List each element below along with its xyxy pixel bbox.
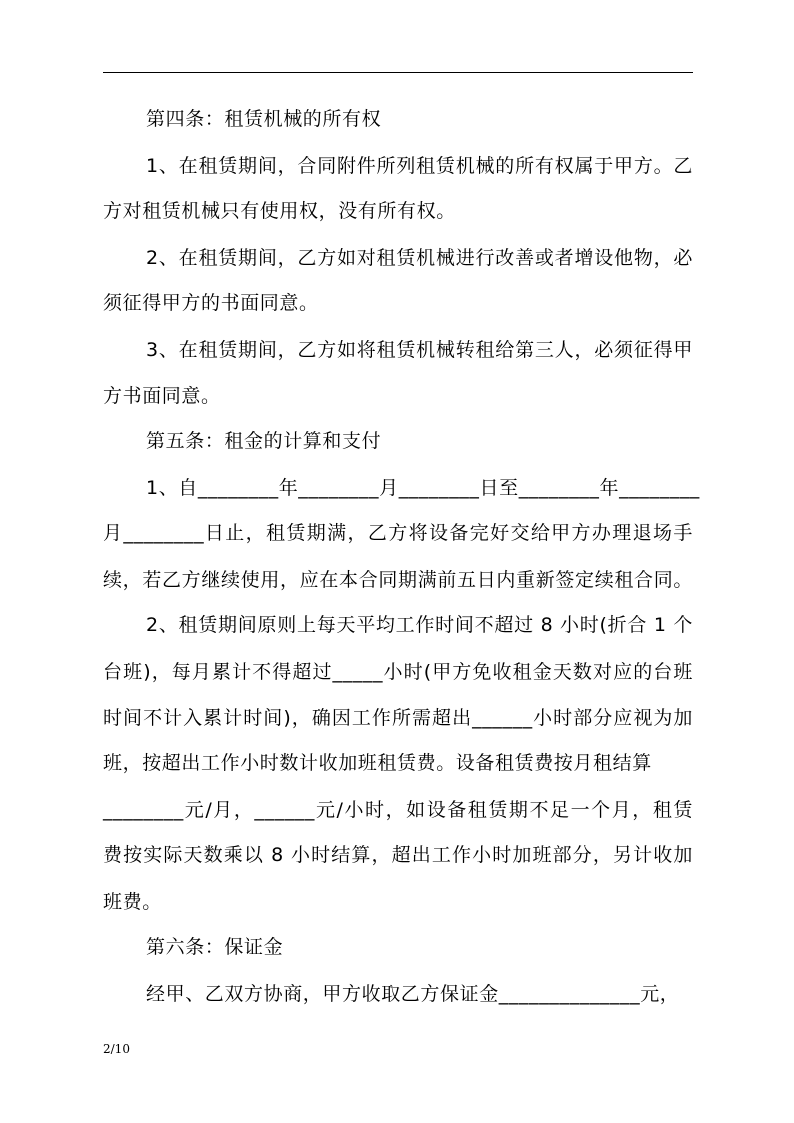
paragraph-line: 3、在租赁期间，乙方如将租赁机械转租给第三人，必须征得甲 [146,339,693,361]
paragraph-line: 台班)，每月累计不得超过_____小时(甲方免收租金天数对应的台班 [103,661,693,683]
paragraph-line: 时间不计入累计时间)，确因工作所需超出______小时部分应视为加 [103,707,693,729]
paragraph-line: 班，按超出工作小时数计收加班租赁费。设备租赁费按月租结算 [103,752,652,774]
header-rule [103,72,693,73]
paragraph-line: ________元/月，______元/小时，如设备租赁期不足一个月，租赁 [103,799,693,821]
paragraph-line: 1、自________年________月________日至________年________ [146,477,700,499]
paragraph-line: 2、在租赁期间，乙方如对租赁机械进行改善或者增设他物，必 [146,247,693,269]
paragraph-line: 月________日止，租赁期满，乙方将设备完好交给甲方办理退场手 [103,522,693,544]
article-6-heading: 第六条：保证金 [146,936,284,958]
paragraph-line: 续，若乙方继续使用，应在本合同期满前五日内重新签定续租合同。 [103,569,693,591]
article-4-heading: 第四条：租赁机械的所有权 [146,108,382,130]
paragraph-line: 1、在租赁期间，合同附件所列租赁机械的所有权属于甲方。乙 [146,155,693,177]
paragraph-line: 须征得甲方的书面同意。 [103,292,319,314]
paragraph-line: 2、租赁期间原则上每天平均工作时间不超过 8 小时(折合 1 个 [146,614,693,636]
paragraph-line: 费按实际天数乘以 8 小时结算，超出工作小时加班部分，另计收加 [103,844,693,866]
paragraph-line: 班费。 [103,891,162,913]
article-5-heading: 第五条：租金的计算和支付 [146,430,382,452]
paragraph-line: 经甲、乙双方协商，甲方收取乙方保证金______________元， [146,983,680,1005]
paragraph-line: 方书面同意。 [103,385,221,407]
paragraph-line: 方对租赁机械只有使用权，没有所有权。 [103,200,456,222]
page-number: 2/10 [103,1042,130,1056]
